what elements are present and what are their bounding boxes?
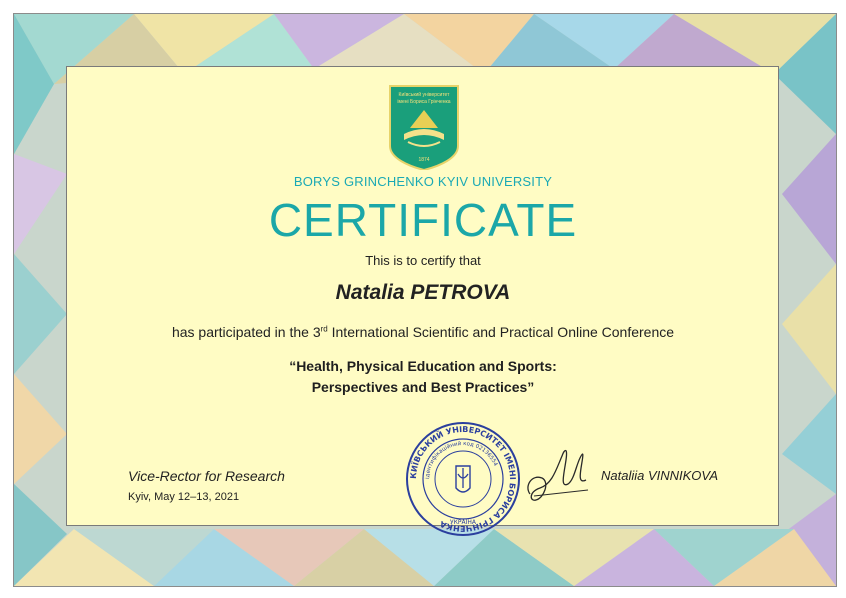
conference-title [0, 356, 846, 398]
participation-suffix: International Scientific and Practical Online Conference [327, 324, 675, 340]
signer-role: Vice-Rector for Research [128, 468, 285, 484]
university-name: BORYS GRINCHENKO KYIV UNIVERSITY [293, 174, 553, 189]
recipient-name: Natalia PETROVA [335, 281, 511, 304]
svg-text:1874: 1874 [418, 157, 430, 163]
official-stamp [404, 420, 522, 538]
certificate-title: CERTIFICATE [268, 194, 578, 246]
signer-name: Nataliia VINNIKOVA [601, 468, 719, 483]
place-date: Kyiv, May 12–13, 2021 [128, 491, 240, 503]
svg-text:КИЇВСЬКИЙ УНІВЕРСИТЕТ ІМЕНІ БО: КИЇВСЬКИЙ УНІВЕРСИТЕТ ІМЕНІ БОРИСА ГРІНЧЕНКА [408, 424, 518, 534]
ordinal-suffix: rd [320, 324, 328, 334]
conference-title-line-1: “Health, Physical Education and Sports: [289, 358, 557, 374]
participation-statement [0, 324, 846, 340]
handwritten-signature [522, 436, 594, 508]
svg-text:імені Бориса Грінченка: імені Бориса Грінченка [397, 99, 451, 105]
participation-prefix: has participated in the 3 [171, 324, 321, 340]
svg-text:УКРАЇНА: УКРАЇНА [449, 519, 477, 526]
svg-text:ідентифікаційний код 02136554: ідентифікаційний код 02136554 [424, 440, 499, 480]
university-crest-logo [388, 84, 460, 170]
svg-text:Київський університет: Київський університет [398, 92, 450, 98]
certify-line: This is to certify that [365, 253, 481, 268]
conference-title-line-2: Perspectives and Best Practices” [311, 379, 535, 395]
